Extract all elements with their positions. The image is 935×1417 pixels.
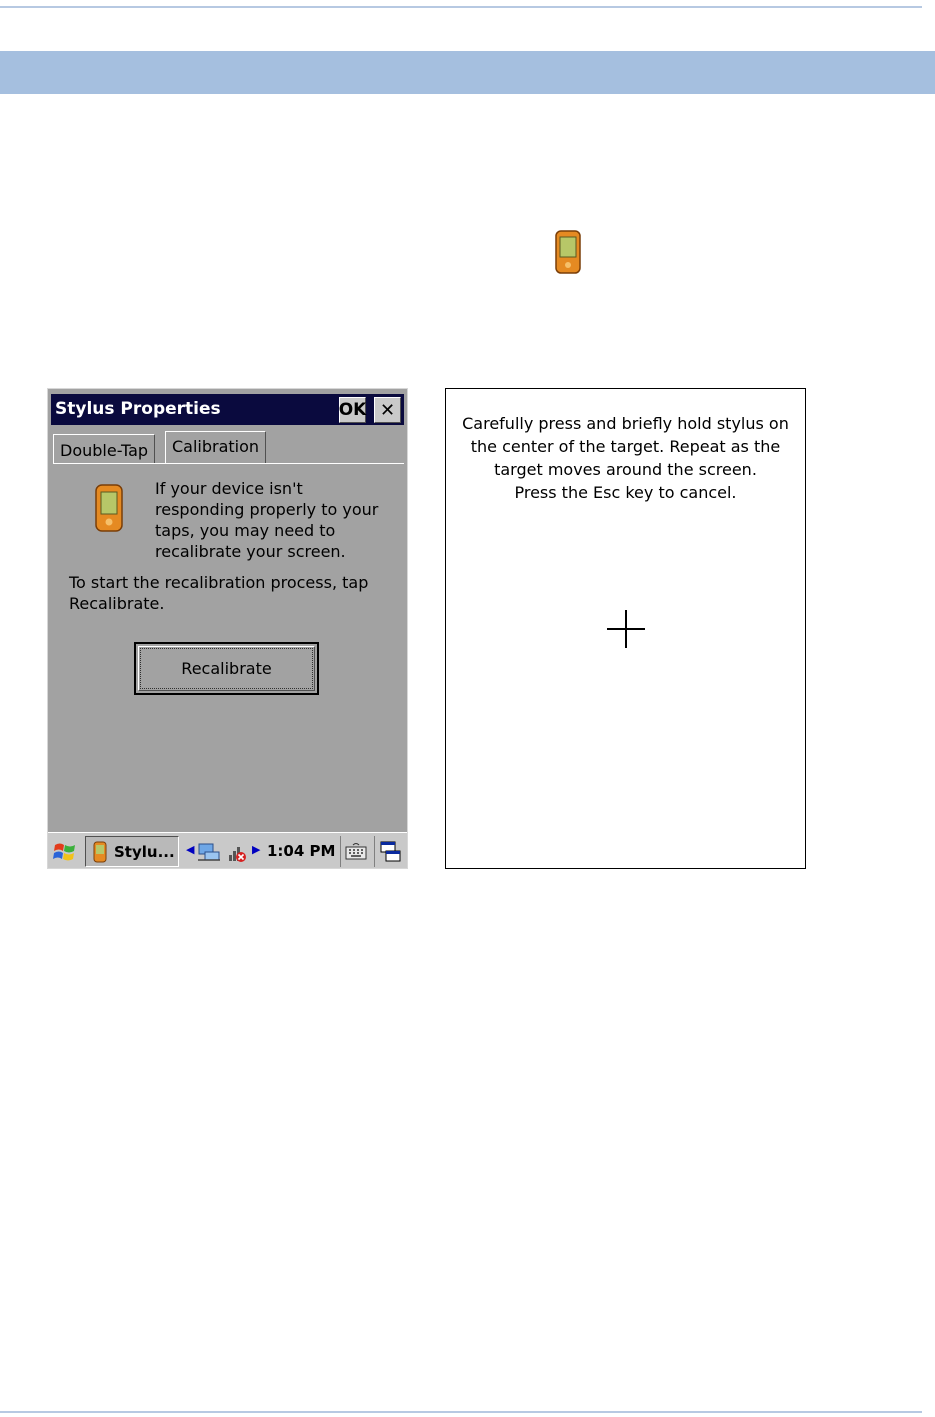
section-band: [0, 51, 935, 94]
recalibrate-label: Recalibrate: [140, 648, 313, 689]
title-bar: [51, 394, 404, 425]
taskbar: [48, 832, 408, 869]
calibration-line: target moves around the screen.: [494, 460, 757, 479]
info-text: If your device isn't responding properly to your taps, you may need to recalibrate your screen.: [155, 479, 379, 561]
tray-right-arrow-icon[interactable]: ▶: [252, 843, 261, 856]
pda-device-icon: [553, 229, 583, 275]
calibration-instructions: [446, 412, 805, 504]
system-tray: [183, 836, 337, 867]
signal-off-icon[interactable]: [226, 840, 248, 864]
ok-button[interactable]: OK: [339, 397, 366, 423]
close-button[interactable]: ✕: [374, 397, 401, 423]
clock[interactable]: 1:04 PM: [267, 842, 336, 860]
keyboard-icon: [345, 841, 367, 861]
header-rule: [0, 6, 922, 8]
taskbar-stylus-button[interactable]: [85, 836, 179, 867]
footer-rule: [0, 1411, 922, 1413]
calibration-line: Press the Esc key to cancel.: [514, 483, 737, 502]
stylus-properties-window: [47, 388, 408, 869]
tray-left-arrow-icon[interactable]: ◀: [186, 843, 195, 856]
calibration-line: Carefully press and briefly hold stylus on: [462, 414, 789, 433]
keyboard-button[interactable]: [340, 836, 371, 867]
taskbar-stylus-label: Stylu...: [114, 843, 175, 861]
pda-device-icon: [92, 841, 108, 863]
tab-double-tap[interactable]: Double-Tap: [53, 434, 155, 463]
calibration-screen[interactable]: [445, 388, 806, 869]
desktop-button[interactable]: [374, 836, 406, 867]
windows-start-icon[interactable]: [52, 839, 78, 865]
calibration-line: the center of the target. Repeat as the: [470, 437, 781, 456]
desktop-icon: [380, 840, 402, 864]
instruction-text: To start the recalibration process, tap Recalibrate.: [69, 573, 369, 613]
recalibrate-button[interactable]: [134, 642, 319, 695]
pda-device-icon: [93, 483, 125, 533]
tab-calibration[interactable]: Calibration: [165, 431, 266, 464]
network-icon[interactable]: [196, 840, 222, 864]
crosshair-icon[interactable]: [607, 610, 645, 648]
window-title: Stylus Properties: [55, 399, 221, 419]
